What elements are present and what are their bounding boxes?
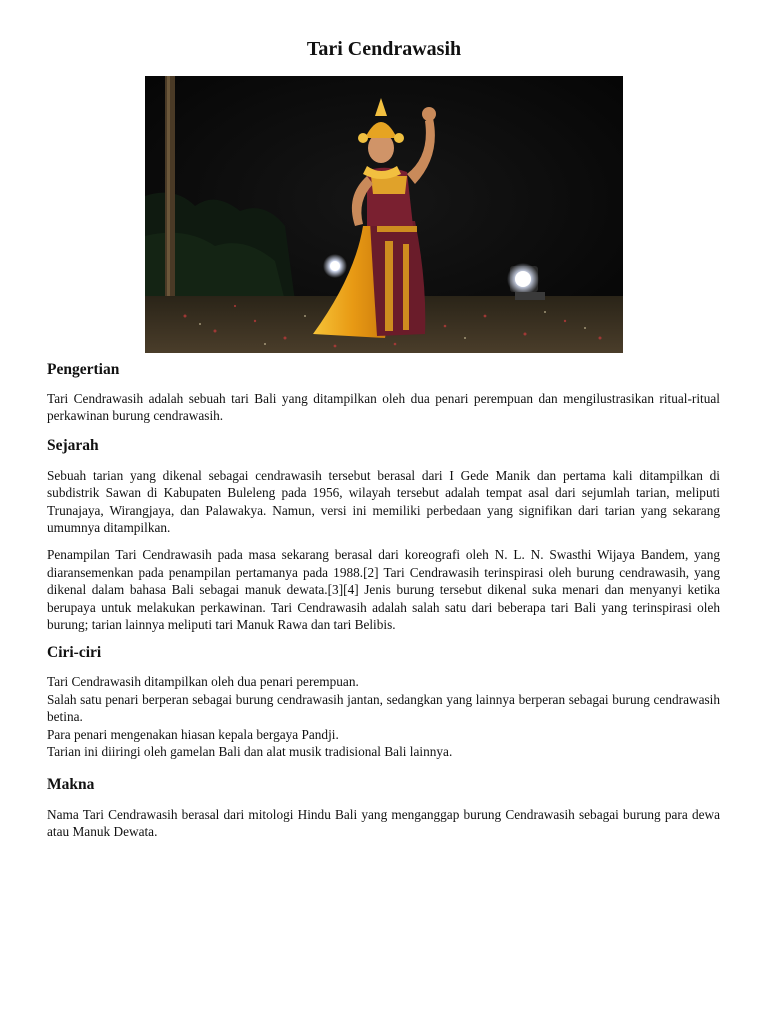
ciri-line-3: Para penari mengenakan hiasan kepala bergaya Pandji.	[47, 726, 339, 742]
heading-sejarah: Sejarah	[47, 436, 99, 454]
section-makna	[47, 775, 720, 841]
ciri-line-2: Salah satu penari berperan sebagai burung cendrawasih jantan, sedangkan yang lainnya berperan sebagai burung cendrawasih betina.	[47, 691, 720, 725]
makna-paragraph: Nama Tari Cendrawasih berasal dari mitologi Hindu Bali yang menganggap burung Cendrawasih sebagai burung para dewa atau Manuk Dewata.	[47, 806, 720, 839]
section-pengertian	[47, 360, 720, 425]
sejarah-paragraph-1: Sebuah tarian yang dikenal sebagai cendrawasih tersebut berasal dari I Gede Manik dan pertama kali ditampilkan di subdistrik Sawan di Kabupaten Buleleng pada 1956, wilayah tersebut adalah tempat asal dari sejumlah tarian, meliputi Trunajaya, Wirangjaya, dan Palawakya. Namun, versi ini memiliki perbedaan yang signifikan dari tarian yang sekarang umumnya ditampilkan.	[47, 467, 720, 536]
heading-pengertian: Pengertian	[47, 361, 120, 378]
section-ciri-ciri	[47, 643, 720, 760]
heading-ciri-ciri: Ciri-ciri	[47, 644, 102, 662]
section-sejarah	[47, 436, 720, 634]
sejarah-paragraph-2: Penampilan Tari Cendrawasih pada masa sekarang berasal dari koreografi oleh N. L. N. Swasthi Wijaya Bandem, yang diaransemenkan pada penampilan pertamanya pada 1988.[2] Tari Cendrawasih terinspirasi oleh burung cendrawasih, yang dikenal dalam bahasa Bali sebagai manuk dewata.[3][4] Jenis burung tersebut dikenal suka menari dan menyanyi ketika berupaya untuk melakukan perkawinan. Tari Cendrawasih adalah salah satu dari beberapa tari Bali yang terinspirasi oleh burung; tarian lainnya meliputi tari Manuk Rawa dan tari Belibis.	[47, 547, 720, 633]
ciri-line-1: Tari Cendrawasih ditampilkan oleh dua penari perempuan.	[47, 674, 359, 690]
document-title: Tari Cendrawasih	[306, 38, 462, 60]
document-body	[47, 360, 720, 840]
heading-makna: Makna	[47, 775, 95, 793]
pengertian-paragraph: Tari Cendrawasih adalah sebuah tari Bali yang ditampilkan oleh dua penari perempuan dan mengilustrasikan ritual-ritual perkawinan burung cendrawasih.	[47, 391, 720, 424]
dancer-photo	[145, 76, 623, 353]
ciri-line-4: Tarian ini diiringi oleh gamelan Bali dan alat musik tradisional Bali lainnya.	[47, 744, 453, 760]
